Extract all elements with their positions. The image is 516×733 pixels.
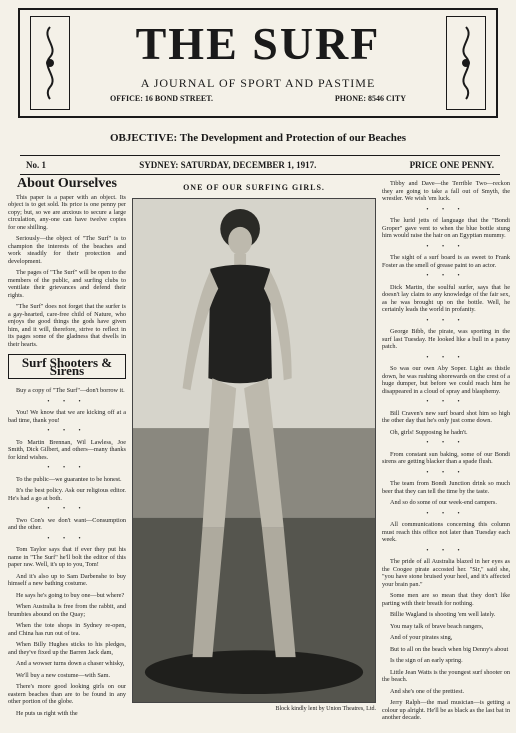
shooters-paragraph: To Martin Brennan, Wil Lawless, Joe Smith, Dick Gilbert, and others—many thanks for kind wishes. bbox=[8, 438, 126, 461]
right-paragraph: Little Jean Watts is the youngest surf shooter on the beach. bbox=[382, 668, 510, 683]
right-paragraph: Bill Craven's new surf board shot him so high the other day that he's only just come down. bbox=[382, 409, 510, 424]
about-paragraph: The pages of "The Surf" will be open to the members of the public, and surfing clubs to ventilate their grievances and defend their rights. bbox=[8, 269, 126, 299]
dots-divider: • • • bbox=[47, 398, 87, 405]
right-paragraph: Billie Wagland is shooting 'em well lately. bbox=[390, 611, 496, 618]
dots-divider: • • • bbox=[426, 243, 466, 250]
right-paragraph: Dick Martin, the soulful surfer, says that he doesn't lay claim to any knowledge of the fair sex, as he was brought up on the bottle. Well, he certainly leads the world in profanity. bbox=[382, 283, 510, 313]
right-paragraph: The team from Bondi Junction drink so much beer that they can tell the time by the taste. bbox=[382, 480, 510, 495]
right-ornament-icon bbox=[446, 16, 486, 110]
office-address: OFFICE: 16 BOND STREET. bbox=[110, 94, 213, 103]
left-ornament-icon bbox=[30, 16, 70, 110]
dots-divider: • • • bbox=[47, 465, 87, 471]
right-paragraph: Oh, girls! Supposing he hadn't. bbox=[390, 428, 468, 436]
masthead bbox=[18, 8, 498, 118]
shooters-heading: Surf Shooters & Sirens bbox=[8, 354, 126, 379]
surfing-girl-photo bbox=[132, 198, 376, 703]
left-column bbox=[8, 176, 126, 721]
shooters-paragraph: When Billy Hughes sticks to his pledges, and they've fixed up the Barren Jack dam, bbox=[8, 641, 126, 656]
shooters-paragraph: And a wowser turns down a chaser whisky, bbox=[16, 660, 125, 667]
shooters-paragraph: Two Con's we don't want—Consumption and the other. bbox=[8, 516, 126, 531]
newspaper-subtitle: A JOURNAL OF SPORT AND PASTIME bbox=[140, 76, 376, 90]
about-paragraph: "The Surf" does not forget that the surfer is a gay-hearted, care-free child of Nature, who enjoys the good things the gods have given him, and it will, therefore, strive to reflect in its pages some of the gladness that dwells in their hearts. bbox=[8, 303, 126, 348]
right-paragraph: The lurid jetts of language that the "Bondi Groper" gave vent to when the blue bottle stung him would raise the hair on an Egyptian mummy. bbox=[382, 217, 510, 239]
about-paragraph: Seriously—the object of "The Surf" is to champion the interests of the beaches and work steadily for their protection and development. bbox=[8, 235, 126, 265]
dots-divider: • • • bbox=[47, 428, 87, 434]
dots-divider: • • • bbox=[47, 506, 87, 512]
dots-divider: • • • bbox=[426, 440, 466, 446]
shooters-paragraph: We'll buy a new costume—with Sam. bbox=[16, 671, 111, 679]
dots-divider: • • • bbox=[426, 317, 466, 324]
right-paragraph: The pride of all Australia blazed in her eyes as the Coogee pirate accosted her. "Sir," said she, "you have stone bruised your heel, and it's affected your brain pan." bbox=[382, 558, 510, 588]
photo-credit: Block kindly lent by Union Theatres, Ltd. bbox=[275, 706, 376, 712]
issue-number: No. 1 bbox=[26, 160, 46, 170]
dots-divider: • • • bbox=[426, 510, 466, 517]
shooters-paragraph: It's the best policy. Ask our religious editor. He's had a go at both. bbox=[8, 487, 126, 502]
dots-divider: • • • bbox=[47, 535, 87, 542]
right-paragraph: And of your pirates sing, bbox=[390, 634, 453, 641]
right-paragraph: From constant sun baking, some of our Bondi sirens are getting blacker than a spade flush. bbox=[382, 450, 510, 465]
dots-divider: • • • bbox=[426, 547, 466, 554]
shooters-paragraph: He says he's going to buy one—but where? bbox=[16, 591, 125, 599]
shooters-paragraph: You! We know that we are kicking off at a bad time, thank you! bbox=[8, 409, 126, 424]
right-paragraph: So was our own Aby Soper. Light as thistle down, he was rushing shorewards on the crest of a huge dumper, but before we could reach him he disappeared in a cloud of spray and blasphemy. bbox=[382, 365, 510, 395]
right-paragraph: Some men are so mean that they don't like parting with their breath for nothing. bbox=[382, 592, 510, 607]
right-paragraph: And so do some of our week-end campers. bbox=[390, 499, 497, 506]
right-column bbox=[382, 180, 510, 726]
right-paragraph: Is the sign of an early spring. bbox=[390, 657, 463, 664]
right-paragraph: George Bibb, the pirate, was sporting in the surf last Tuesday. He looked like a bull in a pansy patch. bbox=[382, 328, 510, 350]
shooters-paragraph: There's more good looking girls on our eastern beaches than are to be found in any other portion of the globe. bbox=[8, 683, 126, 705]
newspaper-title: THE SURF bbox=[135, 18, 381, 69]
right-paragraph: But to all on the beach when big Denny's about bbox=[390, 645, 509, 653]
about-paragraph: This paper is a paper with an object. Its object is to get sold. Its price is one penny per copy; but, so we are anxious to secure a large circulation, any-one can have twelve copies for one shilling. bbox=[8, 193, 126, 231]
right-paragraph: All communications concerning this column must reach this office not later than Tuesday each week. bbox=[382, 521, 510, 543]
photo-caption: ONE OF OUR SURFING GIRLS. bbox=[183, 183, 325, 192]
shooters-paragraph: When Australia is free from the rabbit, and brumbies abound on the Quay; bbox=[8, 603, 126, 618]
issue-date: SYDNEY: SATURDAY, DECEMBER 1, 1917. bbox=[139, 160, 317, 170]
shooters-paragraph: And it's also up to Sam Darbenshe to buy himself a new bathing costume. bbox=[8, 572, 126, 587]
dots-divider: • • • bbox=[426, 206, 466, 213]
issue-price: PRICE ONE PENNY. bbox=[409, 160, 494, 170]
shooters-paragraph: Buy a copy of "The Surf"—don't borrow it. bbox=[16, 387, 125, 394]
dots-divider: • • • bbox=[426, 469, 466, 476]
right-paragraph: The sight of a surf board is as sweet to Frank Foster as the smell of grease paint to an actor. bbox=[382, 254, 510, 269]
right-paragraph: You may talk of brave beach rangers, bbox=[390, 622, 484, 630]
shooters-paragraph: To the public—we guarantee to be honest. bbox=[16, 475, 122, 483]
dots-divider: • • • bbox=[426, 273, 466, 279]
dots-divider: • • • bbox=[426, 354, 466, 361]
right-paragraph: And she's one of the prettiest. bbox=[390, 687, 465, 695]
dots-divider: • • • bbox=[426, 399, 466, 405]
phone-number: PHONE: 8546 CITY bbox=[334, 94, 406, 103]
dateline bbox=[20, 155, 500, 175]
objective-line: OBJECTIVE: The Development and Protection of our Beaches bbox=[109, 132, 407, 144]
right-paragraph: Tibby and Dave—the Terrible Two—reckon they are going to take a fall out of Smyth, the wrestler. We wish 'em luck. bbox=[382, 180, 510, 202]
about-heading: About Ourselves bbox=[17, 176, 117, 191]
shooters-paragraph: He puts us right with the bbox=[16, 709, 78, 717]
office-line bbox=[110, 94, 406, 103]
shooters-paragraph: When the tote shops in Sydney re-open, and China has run out of tea. bbox=[8, 622, 126, 637]
right-paragraph: Jerry Ralph—the mad musician—is getting a colour up alright. He'll be as black as the last bat in another decade. bbox=[382, 699, 510, 721]
shooters-paragraph: Tom Taylor says that if ever they put his name in "The Surf" he'll bolt the editor of this paper raw. Well, it's up to you, Tom! bbox=[8, 546, 126, 568]
